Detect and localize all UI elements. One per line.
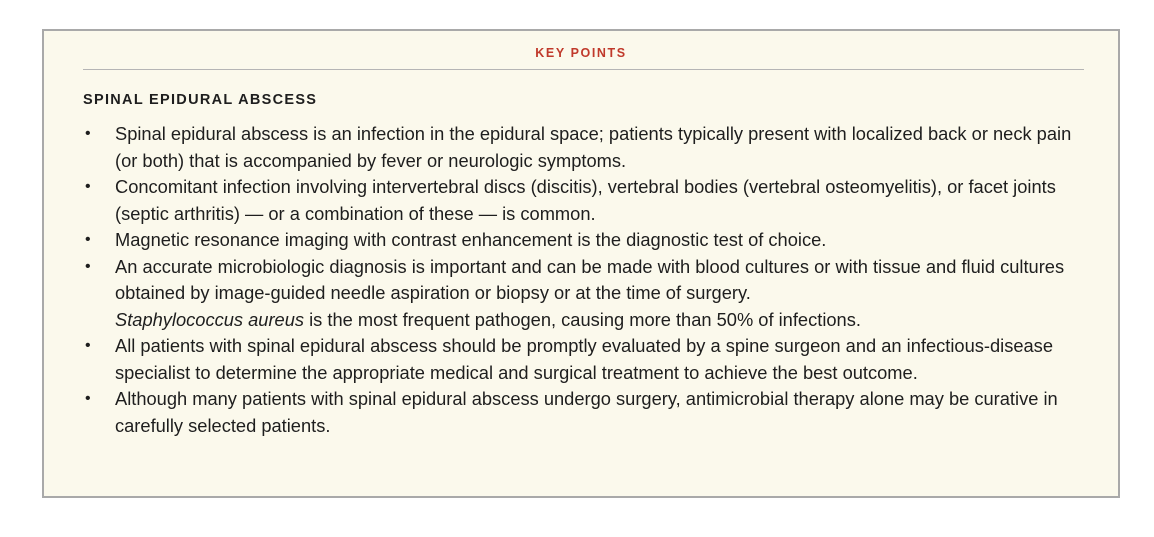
section-title: SPINAL EPIDURAL ABSCESS: [83, 92, 318, 108]
point-text: An accurate microbiologic diagnosis is important and can be made with blood cultures or with tissue and fluid cultures obtained by image-guided needle aspiration or biopsy or at the time of surgery.: [115, 255, 1065, 303]
point-text-continued: is the most frequent pathogen, causing more than 50% of infections.: [304, 308, 861, 330]
bullet-icon: •: [85, 257, 91, 275]
list-item: [83, 333, 1093, 386]
bullet-icon: •: [85, 390, 91, 407]
list-item: [83, 227, 1093, 254]
list-item: [83, 386, 1093, 439]
point-text: All patients with spinal epidural abscess should be promptly evaluated by a spine surgeon and an infectious-disease specialist to determine the appropriate medical and surgical treatment to achieve the best outcome.: [115, 335, 1053, 383]
key-points-header: KEY POINTS: [535, 46, 627, 60]
key-points-box: [42, 29, 1120, 498]
list-item: [83, 174, 1093, 227]
pathogen-name: Staphylococcus aureus: [115, 308, 305, 330]
list-item: [83, 254, 1093, 334]
bullet-icon: •: [85, 178, 91, 195]
bullet-icon: •: [85, 337, 91, 354]
bullet-icon: •: [85, 125, 91, 142]
key-points-list: [83, 121, 1093, 439]
point-text: Concomitant infection involving intervertebral discs (discitis), vertebral bodies (vertebral osteomyelitis), or facet joints (septic arthritis) — or a combination of these — is common.: [115, 176, 1056, 224]
list-item: [83, 121, 1093, 174]
point-text: Although many patients with spinal epidural abscess undergo surgery, antimicrobial therapy alone may be curative in carefully selected patients.: [115, 388, 1058, 436]
header-divider: [83, 69, 1084, 70]
bullet-icon: •: [85, 231, 91, 248]
point-text: Spinal epidural abscess is an infection in the epidural space; patients typically present with localized back or neck pain (or both) that is accompanied by fever or neurologic symptoms.: [115, 123, 1072, 171]
point-text: Magnetic resonance imaging with contrast enhancement is the diagnostic test of choice.: [115, 229, 827, 250]
